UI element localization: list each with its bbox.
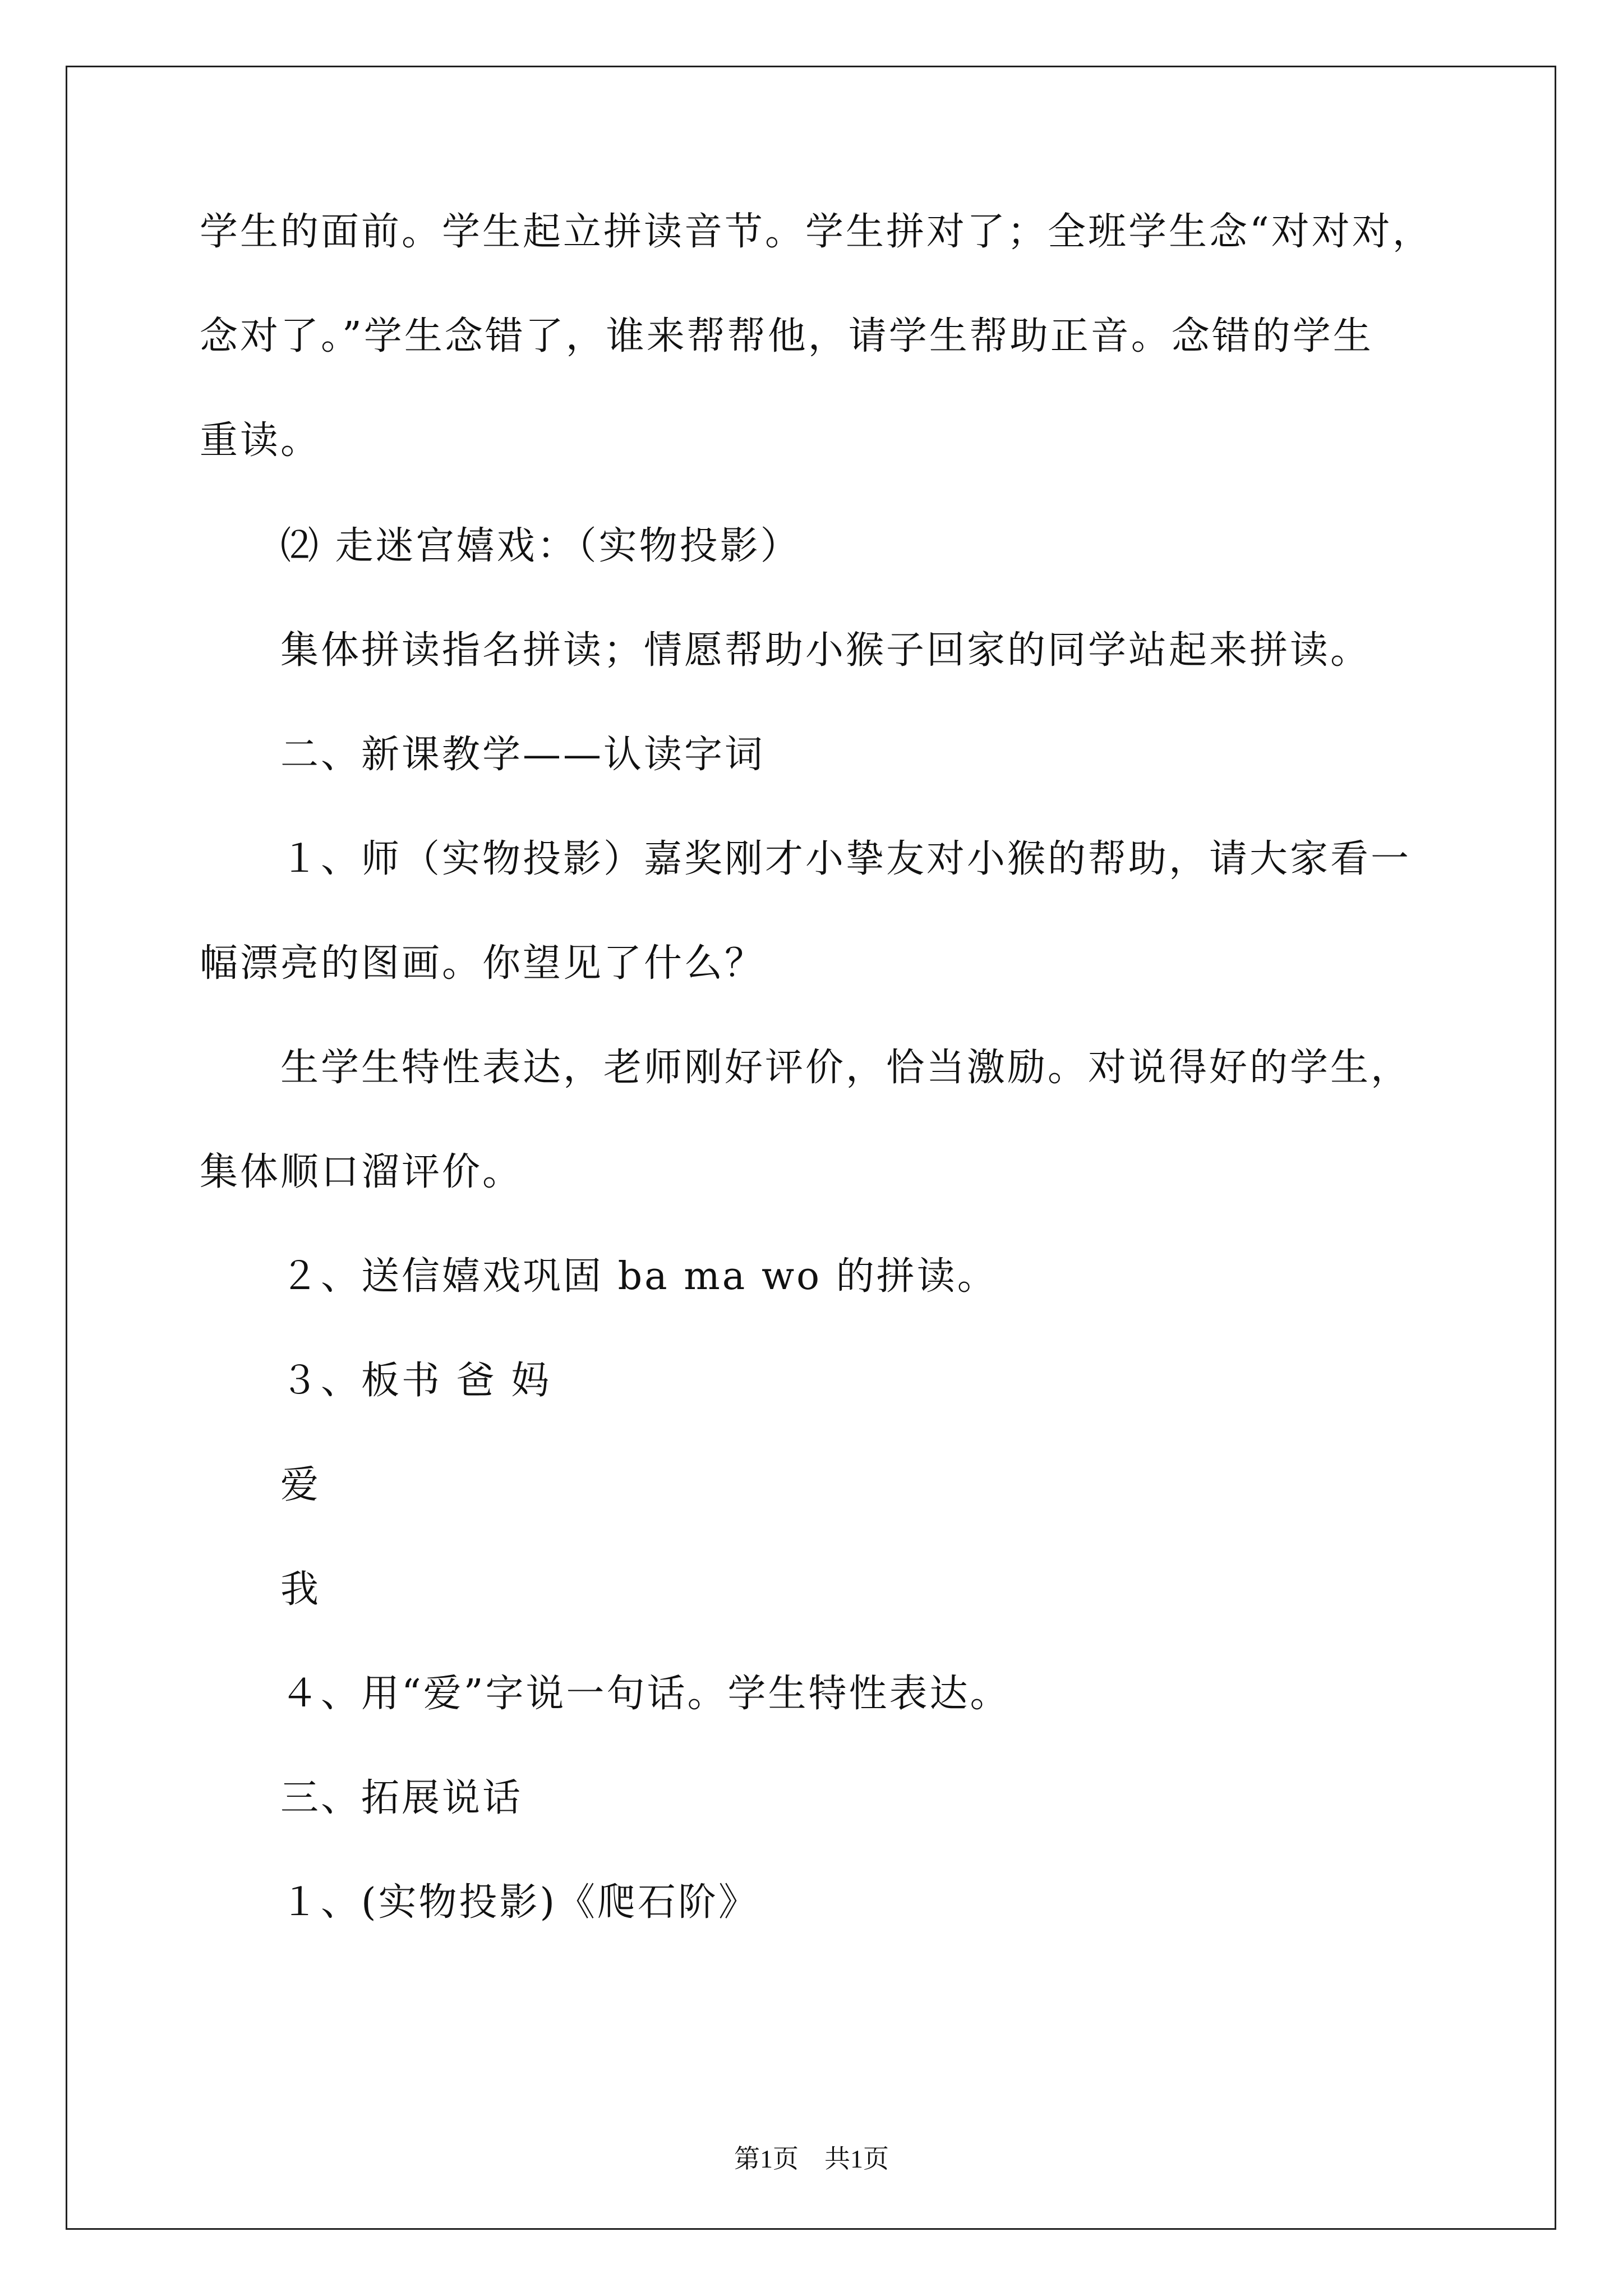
- paragraph-line: 集体顺口溜评价。: [200, 1150, 523, 1194]
- paragraph-line: ２、送信嬉戏巩固 ba ma wo 的拼读。: [280, 1254, 998, 1299]
- paragraph-line: 生学生特性表达，老师刚好评价，恰当激励。对说得好的学生，: [280, 1046, 1412, 1090]
- paragraph-line: 幅漂亮的图画。你望见了什么？: [200, 941, 766, 986]
- section-heading: 二、新课教学——认读字词: [280, 733, 766, 777]
- page-number-footer: 第1页 共1页: [734, 2145, 889, 2173]
- paragraph-line: 我: [280, 1567, 321, 1612]
- paragraph-line: 爱: [280, 1463, 321, 1507]
- section-heading: 三、拓展说话: [280, 1776, 523, 1820]
- paragraph-line: 集体拼读指名拼读；情愿帮助小猴子回家的同学站起来拼读。: [280, 628, 1371, 673]
- paragraph-line: 念对了。”学生念错了，谁来帮帮他，请学生帮助正音。念错的学生: [200, 314, 1373, 358]
- paragraph-line: 学生的面前。学生起立拼读音节。学生拼对了；全班学生念“对对对，: [200, 210, 1433, 254]
- paragraph-line: 重读。: [200, 418, 321, 463]
- paragraph-line: １、师（实物投影）嘉奖刚才小挚友对小猴的帮助，请大家看一: [280, 837, 1412, 881]
- paragraph-line: ３、板书 爸 妈: [280, 1359, 552, 1403]
- paragraph-line: ⑵ 走迷宫嬉戏：（实物投影）: [280, 524, 801, 568]
- paragraph-line: ４、用“爱”字说一句话。学生特性表达。: [280, 1672, 1011, 1716]
- paragraph-line: １、(实物投影)《爬石阶》: [280, 1880, 759, 1925]
